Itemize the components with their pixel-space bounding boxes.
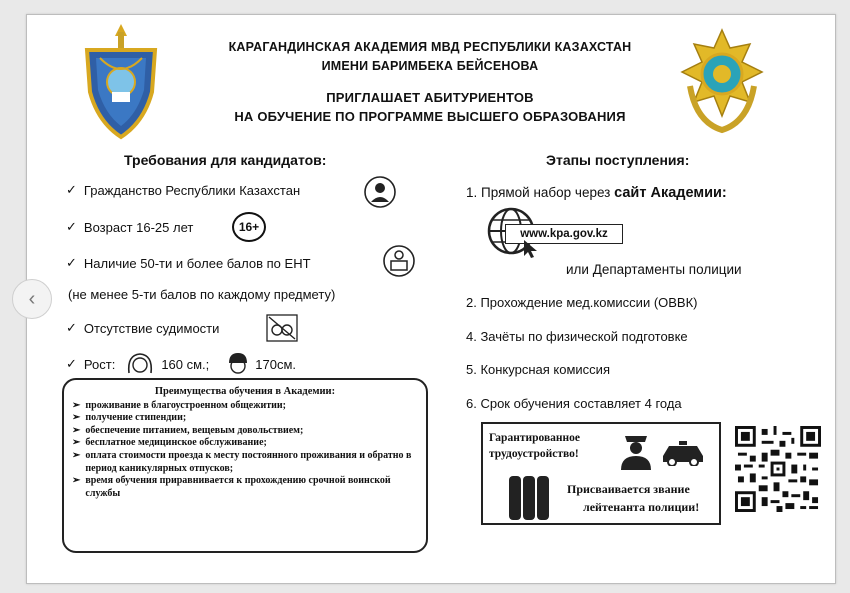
academy-emblem-icon xyxy=(82,22,160,142)
carousel-prev-button[interactable] xyxy=(12,279,52,319)
check-icon: ✓ xyxy=(66,219,77,234)
requirement-age xyxy=(66,219,193,235)
age-badge-label: 16+ xyxy=(238,220,260,234)
list-item: ➢ обеспечение питанием, вещевым довольствием; xyxy=(72,424,304,436)
header-line-4: НА ОБУЧЕНИЕ ПО ПРОГРАММЕ ВЫСШЕГО ОБРАЗОВАНИЯ xyxy=(234,109,626,124)
bullet-arrow-icon: ➢ xyxy=(72,475,81,487)
header-line-2: ИМЕНИ БАРИМБЕКА БЕЙСЕНОВА xyxy=(321,59,539,73)
requirement-text: (не менее 5-ти балов по каждому предмету) xyxy=(68,287,336,302)
list-item: ➢ оплата стоимости проезда к месту постоянного проживания и обратно в период каникулярных отпусков; xyxy=(72,449,412,474)
cursor-arrow-icon xyxy=(522,238,540,260)
check-icon: ✓ xyxy=(66,356,77,371)
requirement-height xyxy=(66,351,296,377)
stage-5: 5. Конкурсная комиссия xyxy=(466,362,610,377)
requirement-text: Возраст 16-25 лет xyxy=(83,219,194,235)
academy-site-label: сайт Академии: xyxy=(614,185,727,201)
requirement-subject-score xyxy=(68,287,335,302)
shoulder-boards-icon xyxy=(507,472,551,522)
bullet-arrow-icon: ➢ xyxy=(72,424,81,436)
advantages-title: Преимущества обучения в Академии: xyxy=(154,386,336,397)
job-line-4: лейтенанта полиции! xyxy=(583,500,700,514)
bullet-arrow-icon: ➢ xyxy=(72,449,81,461)
requirement-citizenship xyxy=(66,182,300,198)
list-item: ➢ получение стипендии; xyxy=(72,412,187,424)
height-female-value: 160 см.; xyxy=(161,356,210,372)
height-label: Рост: xyxy=(83,356,116,372)
requirement-text: Отсутствие судимости xyxy=(83,320,220,336)
website-url: www.kpa.gov.kz xyxy=(520,228,608,240)
bullet-arrow-icon: ➢ xyxy=(72,437,81,449)
check-icon: ✓ xyxy=(66,255,77,270)
student-desk-icon xyxy=(382,244,416,278)
advantages-box xyxy=(62,378,428,553)
header-line-1: КАРАГАНДИНСКАЯ АКАДЕМИЯ МВД РЕСПУБЛИКИ КАЗАХСТАН xyxy=(228,40,632,54)
job-guarantee-box xyxy=(481,422,721,525)
qr-code-icon[interactable] xyxy=(735,426,821,512)
requirement-text: Наличие 50-ти и более балов по ЕНТ xyxy=(83,255,311,271)
stage-2: 2. Прохождение мед.комиссии (ОВВК) xyxy=(466,295,698,310)
age-badge xyxy=(232,212,266,242)
globe-person-icon xyxy=(362,175,398,209)
stage-4: 4. Зачёты по физической подготовке xyxy=(466,329,688,344)
stage-6: 6. Срок обучения составляет 4 года xyxy=(466,396,682,411)
stages-title: Этапы поступления: xyxy=(546,152,690,168)
job-line-2: трудоустройство! xyxy=(489,448,579,460)
bullet-arrow-icon: ➢ xyxy=(72,399,81,411)
police-officer-icon xyxy=(613,428,659,470)
stage-1: 1. Прямой набор через сайт Академии: xyxy=(466,185,727,201)
job-line-1: Гарантированное xyxy=(489,432,581,444)
check-icon: ✓ xyxy=(66,320,77,335)
female-face-icon xyxy=(125,351,155,377)
header-line-3: ПРИГЛАШАЕТ АБИТУРИЕНТОВ xyxy=(326,90,534,105)
list-item: ➢ время обучения приравнивается к прохождению срочной воинской службы xyxy=(72,475,391,499)
list-item: ➢ бесплатное медицинское обслуживание; xyxy=(72,437,267,449)
requirement-text: Гражданство Республики Казахстан xyxy=(83,182,301,198)
height-male-value: 170см. xyxy=(255,356,297,372)
chevron-left-icon: ‹ xyxy=(28,287,36,310)
police-car-icon xyxy=(659,440,707,466)
handcuffs-crossed-icon xyxy=(266,314,298,342)
requirements-title: Требования для кандидатов: xyxy=(124,152,327,168)
bullet-arrow-icon: ➢ xyxy=(72,412,81,424)
requirement-no-criminal-record xyxy=(66,320,219,336)
stage-1-alternative: или Департаменты полиции xyxy=(566,262,742,277)
requirement-ent-score xyxy=(66,255,311,271)
list-item: ➢ проживание в благоустроенном общежитии; xyxy=(72,399,286,411)
check-icon: ✓ xyxy=(66,182,77,197)
job-line-3: Присваивается звание xyxy=(567,482,690,496)
male-face-icon xyxy=(225,351,251,377)
